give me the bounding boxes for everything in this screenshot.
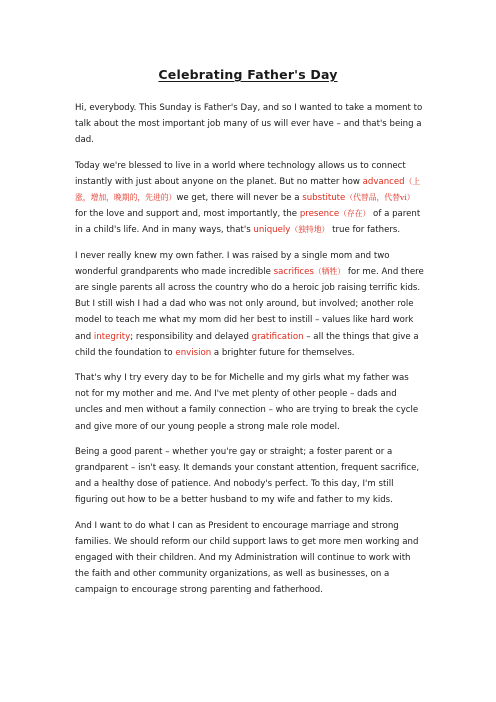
highlighted-word: advanced	[362, 176, 405, 187]
text-segment: Being a good parent – whether you're gay or straight; a foster parent or a grandparent – isn't easy. It demands your constant attention, frequent sacrifice, and a healthy dose of patience. And nobody's perfect. To this day, I'm still figuring out how to be a better husband to my wife and father to my kids.	[75, 446, 420, 506]
highlighted-word: presence	[299, 209, 340, 220]
paragraph	[75, 518, 425, 599]
text-segment: ; responsibility and delayed	[130, 331, 252, 342]
chinese-gloss: （存在）	[339, 209, 371, 219]
title-text: Celebrating Father's Day	[158, 67, 338, 82]
text-segment: – all the things that give a child the foundation to	[75, 331, 419, 358]
text-segment: for the love and support and, most importantly, the	[75, 209, 300, 220]
text-segment: we get, there will never be a	[176, 193, 303, 204]
chinese-gloss: （独特地）	[290, 225, 330, 235]
document-title	[0, 67, 496, 82]
document-body	[75, 100, 425, 608]
highlighted-word: envision	[175, 347, 212, 358]
text-segment: true for fathers.	[329, 225, 401, 236]
highlighted-word: gratification	[251, 331, 304, 342]
text-segment: of a parent in a child's life. And in many ways, that's	[75, 209, 421, 236]
highlighted-word: sacrifices	[273, 266, 314, 277]
text-segment: And I want to do what I can as President to encourage marriage and strong families. We should reform our child support laws to get more men working and engaged with their children. And my Administration will continue to work with the faith and other community organizations, as well as businesses, on a campaign to encourage strong parenting and fatherhood.	[75, 520, 419, 596]
paragraph	[75, 444, 425, 509]
chinese-gloss: （牺牲）	[313, 266, 346, 276]
highlighted-word: integrity	[93, 331, 131, 342]
text-segment: I never really knew my own father. I was raised by a single mom and two wonderful grandparents who made incredible	[75, 250, 390, 277]
paragraph	[75, 370, 425, 435]
chinese-gloss: （上涨，增加，晚期的，先进的）	[75, 176, 421, 203]
paragraph	[75, 158, 425, 239]
paragraph	[75, 248, 425, 361]
paragraph	[75, 100, 425, 149]
text-segment: a brighter future for themselves.	[211, 347, 355, 358]
text-segment: Today we're blessed to live in a world where technology allows us to connect instantly with just about anyone on the planet. But no matter how	[75, 160, 406, 187]
text-segment: Hi, everybody. This Sunday is Father's Day, and so I wanted to take a moment to talk about the most important job many of us will ever have – and that's being a dad.	[75, 103, 423, 146]
text-segment: That's why I try every day to be for Michelle and my girls what my father was not for my mother and me. And I've met plenty of other people – dads and uncles and men without a family connection – who are trying to break the cycle and give more of our young people a strong male role model.	[75, 373, 419, 432]
text-segment: for me. And there are single parents all across the country who do a heroic job raising terrific kids. But I still wish I had a dad who was not only around, but involved; another role model to teach me what my mom did her best to instill – values like hard work and	[75, 266, 424, 342]
highlighted-word: uniquely	[253, 225, 291, 236]
chinese-gloss: （代替品，代替vi）	[345, 193, 415, 203]
highlighted-word: substitute	[302, 193, 346, 204]
